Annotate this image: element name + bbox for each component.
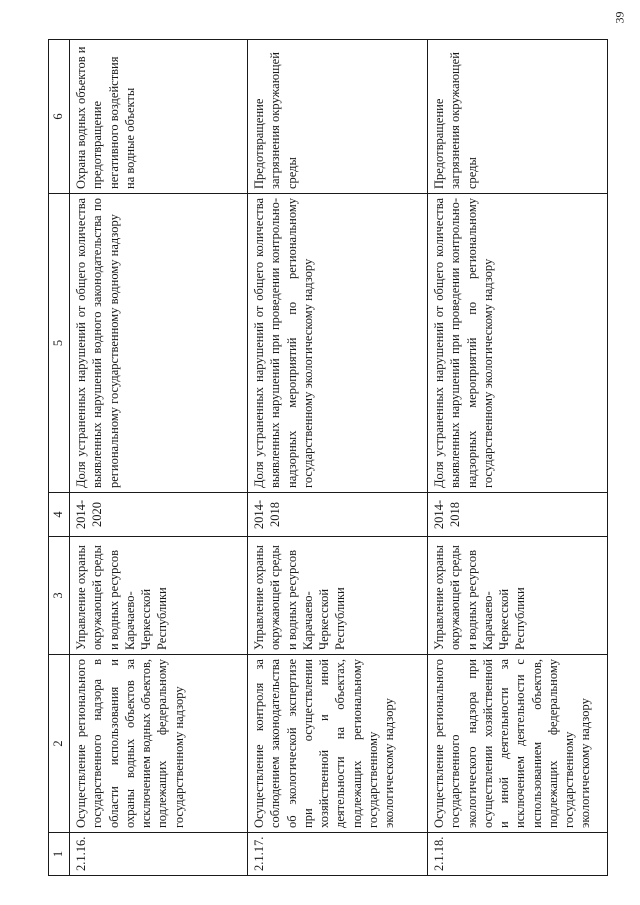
result-cell: Охрана водных объектов и предотвращение негативного воздействия на водные объекты xyxy=(70,40,248,194)
rotated-page xyxy=(48,40,608,876)
header-cell-3: 3 xyxy=(49,537,70,655)
responsible-cell: Управление охраны окружающей среды и водных ресурсов Карачаево-Черкесской Республики xyxy=(248,537,428,655)
result-cell: Предотвращение загрязнения окружающей среды xyxy=(248,40,428,194)
indicator-cell: Доля устраненных нарушений от общего количества выявленных нарушений водного законодательства по региональному государственному водному надзору xyxy=(70,194,248,493)
activity-cell: Осуществление регионального государственного надзора в области использования и охраны водных объектов за исключением водных объектов, подлежащих федеральному государственному надзору xyxy=(70,655,248,833)
activity-cell: Осуществление регионального государственного экологического надзора при осуществлении хозяйственной и иной деятельности за исключением деятельности с использованием объектов, подлежащих федеральному государственному экологическому надзору xyxy=(428,655,608,833)
row-number: 2.1.18. xyxy=(428,833,608,876)
table-row xyxy=(248,40,428,876)
row-number: 2.1.17. xyxy=(248,833,428,876)
years-cell: 2014-2020 xyxy=(70,493,248,537)
program-activities-table xyxy=(48,39,608,876)
header-cell-6: 6 xyxy=(49,40,70,194)
years-cell: 2014-2018 xyxy=(248,493,428,537)
result-cell: Предотвращение загрязнения окружающей среды xyxy=(428,40,608,194)
page-number: 39 xyxy=(612,11,627,24)
header-row xyxy=(49,40,70,876)
responsible-cell: Управление охраны окружающей среды и водных ресурсов Карачаево-Черкесской Республики xyxy=(428,537,608,655)
header-cell-2: 2 xyxy=(49,655,70,833)
years-cell: 2014-2018 xyxy=(428,493,608,537)
indicator-cell: Доля устраненных нарушений от общего количества выявленных нарушений при проведении контрольно-надзорных мероприятий по региональному государственному экологическому надзору xyxy=(428,194,608,493)
activity-cell: Осуществление контроля за соблюдением законодательства об экологической экспертизе при осуществлении хозяйственной и иной деятельности на объектах, подлежащих региональному государственному экологическому надзору xyxy=(248,655,428,833)
header-cell-4: 4 xyxy=(49,493,70,537)
table-row xyxy=(428,40,608,876)
header-cell-1: 1 xyxy=(49,833,70,876)
row-number: 2.1.16. xyxy=(70,833,248,876)
header-cell-5: 5 xyxy=(49,194,70,493)
table-row xyxy=(70,40,248,876)
indicator-cell: Доля устраненных нарушений от общего количества выявленных нарушений при проведении контрольно-надзорных мероприятий по региональному государственному экологическому надзору xyxy=(248,194,428,493)
responsible-cell: Управление охраны окружающей среды и водных ресурсов Карачаево-Черкесской Республики xyxy=(70,537,248,655)
